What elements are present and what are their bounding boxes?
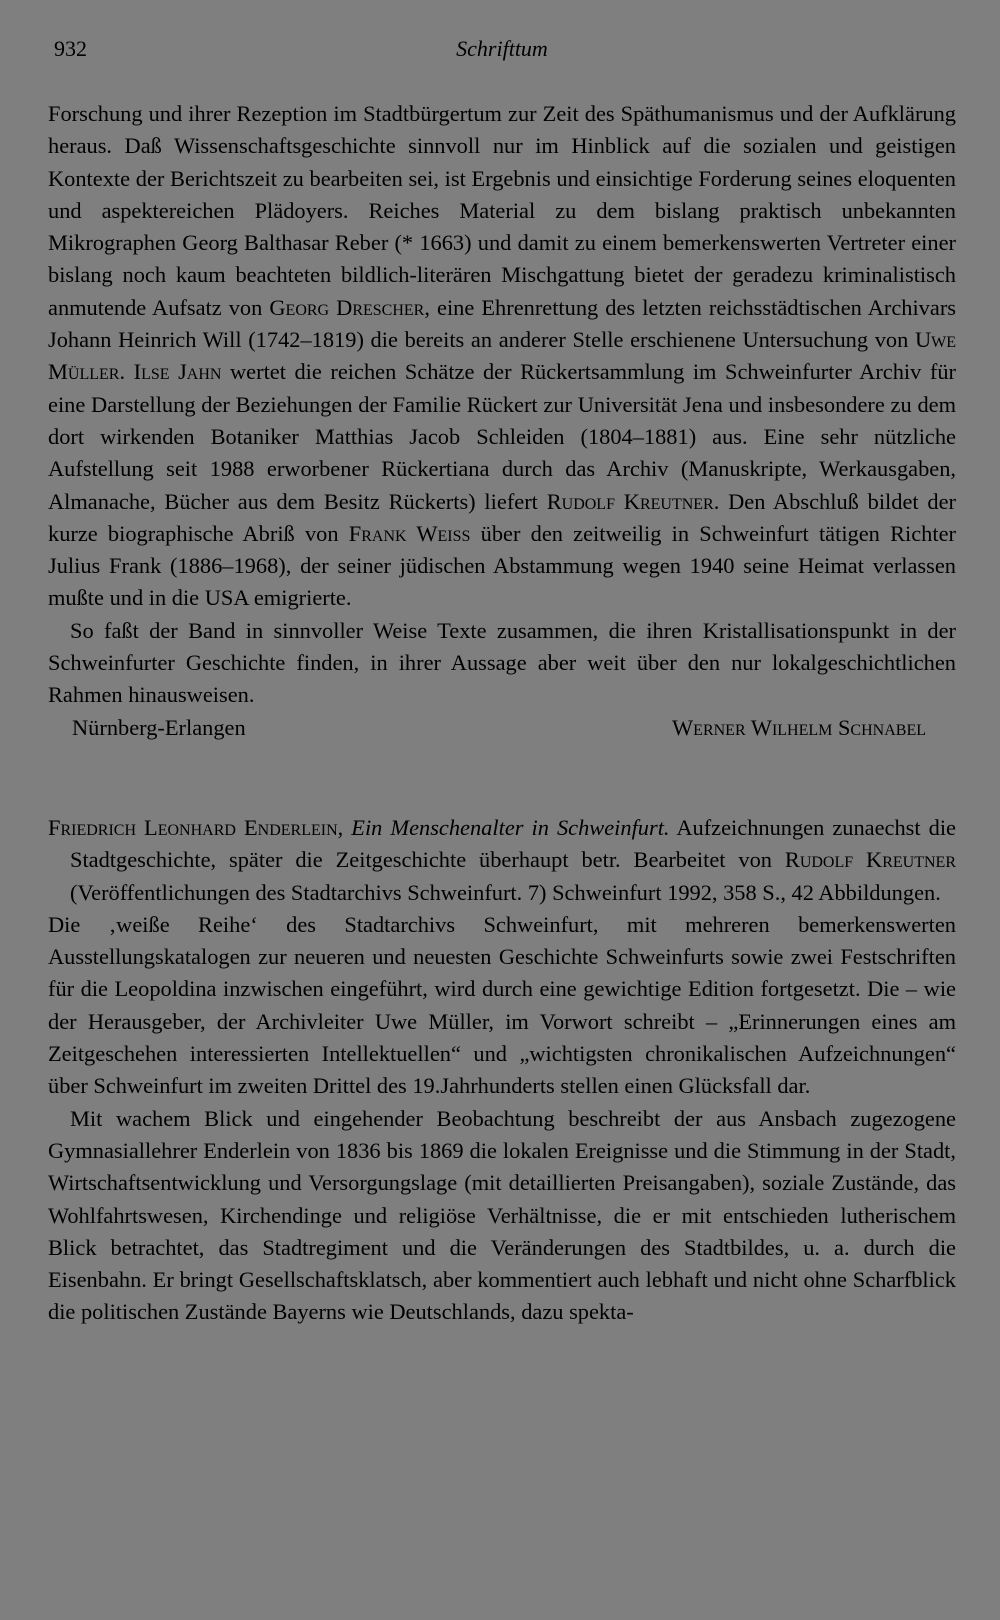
- body-text: über den zeitweilig in Schweinfurt tätigen Richter Julius Frank (1886–1968), der seiner jüdischen Abstammung wegen 1940 seine Heimat verlassen mußte und in die USA emigrierte.: [48, 520, 956, 611]
- body-text: wertet die reichen Schätze der Rückertsammlung im Schweinfurter Archiv für eine Darstellung der Beziehungen der Familie Rückert zur Universität Jena und insbesondere zu dem dort wirkenden Botaniker Matthias Jacob Schleiden (1804–1881) aus. Eine sehr nützliche Aufstellung seit 1988 erworbener Rückertiana durch das Archiv (Manuskripte, Werkausgaben, Almanache, Bücher aus dem Besitz Rückerts) liefert: [48, 359, 956, 514]
- author-name: Ilse Jahn: [133, 359, 222, 385]
- reviewed-title: Ein Menschenalter in Schweinfurt.: [351, 814, 670, 840]
- author-name: Rudolf Kreutner: [546, 488, 714, 514]
- body-text: Forschung und ihrer Rezeption im Stadtbürgertum zur Zeit des Späthumanismus und der Aufklärung heraus. Daß Wissenschaftsgeschichte sinnvoll nur im Hinblick auf die sozialen und geistigen Kontexte der Berichtszeit zu bearbeiten sei, ist Ergebnis und einsichtige Forderung seines eloquenten und aspektereichen Plädoyers. Reiches Material zu dem bislang praktisch unbekannten Mikrographen Georg Balthasar Reber (* 1663) und damit zu einem bemerkenswerten Vertreter einer bislang noch kaum beachteten bildlich-literären Mischgattung bietet der geradezu kriminalistisch anmutende Aufsatz von: [48, 101, 956, 320]
- editor-name: Rudolf Kreutner: [784, 847, 956, 873]
- signature-place: Nürnberg-Erlangen: [72, 714, 246, 740]
- review1-paragraph-1: [48, 98, 956, 615]
- review-bibliographic-header: [48, 812, 956, 909]
- reviewed-author: Friedrich Leonhard Enderlein: [48, 814, 338, 840]
- review-continuation: [48, 98, 956, 712]
- body-text: Aufzeichnungen zunaechst die Stadtgeschichte, später die Zeitgeschichte überhaupt betr. Bearbeitet von: [70, 814, 956, 873]
- author-name: Georg Drescher: [269, 294, 425, 320]
- running-head: [48, 30, 956, 66]
- signature-name: Werner Wilhelm Schnabel: [672, 714, 926, 740]
- body-text: (Veröffentlichungen des Stadtarchivs Schweinfurt. 7) Schweinfurt 1992, 358 S., 42 Abbildungen.: [70, 879, 941, 905]
- book-page: [48, 30, 956, 1329]
- body-text: .: [119, 359, 134, 385]
- review-signature: [48, 712, 956, 744]
- page-number: 932: [54, 36, 87, 61]
- body-text: . Den Abschluß bildet der kurze biographische Abriß von: [48, 488, 957, 546]
- body-text: ,: [337, 814, 352, 840]
- review2-paragraph-1: Die ‚weiße Reihe‘ des Stadtarchivs Schweinfurt, mit mehreren bemerkenswerten Ausstellungskatalogen zur neueren und neuesten Geschichte Schweinfurts sowie zwei Festschriften für die Leopoldina inzwischen eingeführt, wird durch eine gewichtige Edition fortgesetzt. Die – wie der Herausgeber, der Archivleiter Uwe Müller, im Vorwort schreibt – „Erinnerungen eines am Zeitgeschehen interessierten Intellektuellen“ und „wichtigsten chronikalischen Aufzeichnungen“ über Schweinfurt im zweiten Drittel des 19.Jahrhunderts stellen einen Glücksfall dar.: [48, 911, 956, 1099]
- review-body: [48, 909, 956, 1329]
- section-title: Schrifttum: [456, 36, 548, 61]
- body-text: , eine Ehrenrettung des letzten reichsstädtischen Archivars Johann Heinrich Will (1742–1819) die bereits an anderer Stelle erschienene Untersuchung von: [48, 294, 956, 353]
- review2-paragraph-2: Mit wachem Blick und eingehender Beobachtung beschreibt der aus Ansbach zugezogene Gymnasiallehrer Enderlein von 1836 bis 1869 die lokalen Ereignisse und die Stimmung in der Stadt, Wirtschaftsentwicklung und Versorgungslage (mit detaillierten Preisangaben), soziale Zustände, das Wohlfahrtswesen, Kirchendinge und religiöse Verhältnisse, die er mit entschieden lutherischem Blick betrachtet, das Stadtregiment und die Veränderungen des Stadtbildes, u. a. durch die Eisenbahn. Er bringt Gesellschaftsklatsch, aber kommentiert auch lebhaft und nicht ohne Scharfblick die politischen Zustände Bayerns wie Deutschlands, dazu spekta-: [48, 1105, 956, 1325]
- author-name: Uwe Müller: [48, 327, 956, 385]
- author-name: Frank Weiss: [348, 520, 471, 546]
- review1-paragraph-2: So faßt der Band in sinnvoller Weise Texte zusammen, die ihren Kristallisationspunkt in der Schweinfurter Geschichte finden, in ihrer Aussage aber weit über den nur lokalgeschichtlichen Rahmen hinausweisen.: [48, 617, 956, 708]
